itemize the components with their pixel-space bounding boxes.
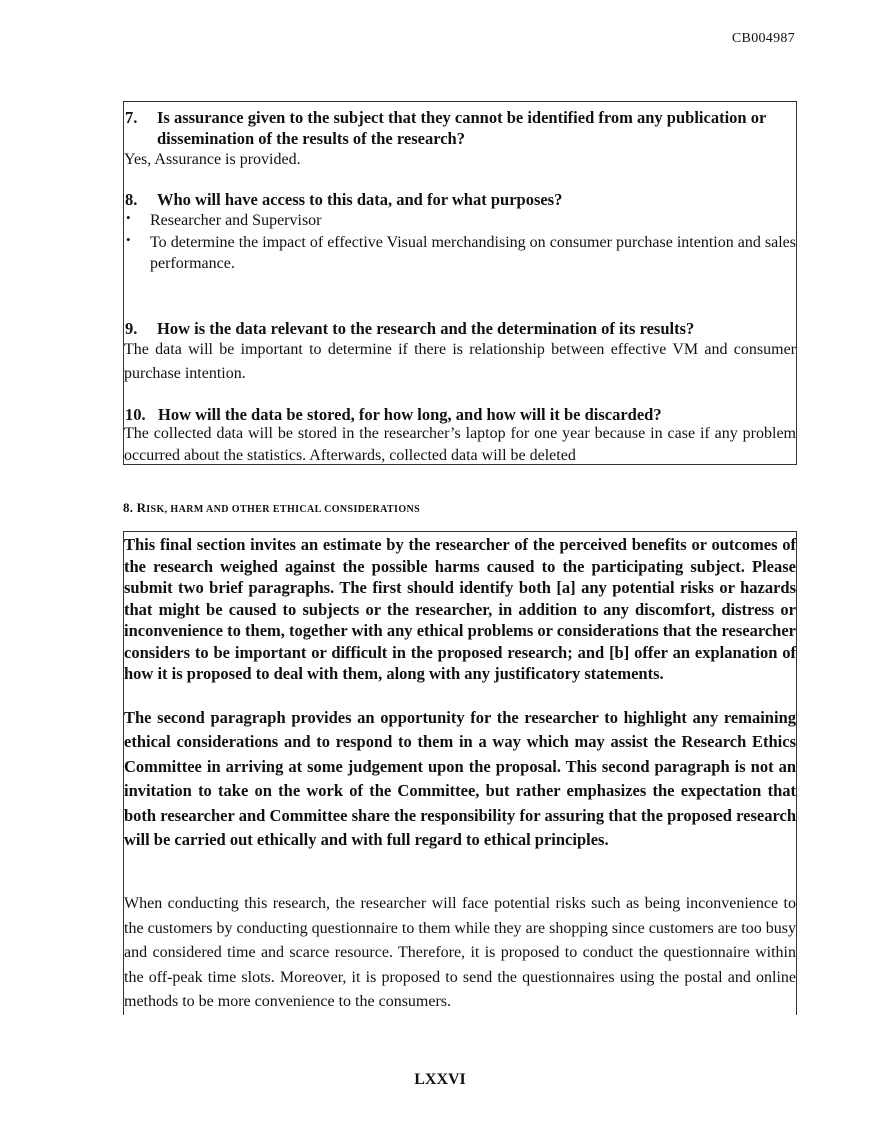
question-8 — [124, 189, 796, 210]
question-text: How will the data be stored, for how long, and how will it be discarded? — [158, 405, 662, 424]
document-id: CB004987 — [731, 31, 795, 46]
bullet-item — [124, 210, 796, 231]
bullet-icon: • — [126, 232, 131, 247]
question-number: 7. — [125, 108, 138, 127]
question-text: How is the data relevant to the research and the determination of its results? — [157, 319, 695, 338]
bullet-text: Researcher and Supervisor — [150, 212, 322, 229]
bullet-item — [124, 232, 796, 274]
question-number: 10. — [125, 405, 146, 424]
question-text: Who will have access to this data, and for what purposes? — [157, 190, 563, 209]
answer-10: The collected data will be stored in the researcher’s laptop for one year because in case if any problem occurred about the statistics. Afterwards, collected data will be deleted — [124, 425, 796, 464]
question-number: 8. — [125, 190, 138, 209]
question-number: 9. — [125, 319, 138, 338]
instruction-paragraph-2: The second paragraph provides an opportunity for the researcher to highlight any remaining ethical considerations and to respond to them in a way which may assist the Research Ethics Committee in arriving at some judgement upon the proposal. This second paragraph is not an invitation to take on the work of the Committee, but rather emphasizes the expectation that both researcher and Committee share the responsibility for assuring that the proposed research will be carried out ethically and with full regard to ethical principles. — [124, 708, 796, 850]
section-number: 8. — [123, 500, 134, 515]
section-title-initial: R — [136, 500, 147, 515]
question-text: Is assurance given to the subject that they cannot be identified from any publication or dissemination of the results of the research? — [157, 108, 766, 148]
section-title-rest: ISK, HARM AND OTHER ETHICAL CONSIDERATIONS — [146, 504, 421, 515]
answer-7: Yes, Assurance is provided. — [124, 151, 301, 168]
page-number: LXXVI — [414, 1071, 466, 1088]
answer-9: The data will be important to determine if there is relationship between effective VM and consumer purchase intention. — [124, 341, 796, 382]
ethics-box — [123, 531, 797, 1015]
bullet-text: To determine the impact of effective Visual merchandising on consumer purchase intention and sales performance. — [150, 234, 796, 272]
instruction-paragraph-1: This final section invites an estimate by the researcher of the perceived benefits or outcomes of the research weighed against the possible harms caused to the participating subject. Please submit two brief paragraphs. The first should identify both [a] any potential risks or hazards that might be caused to subjects or the researcher, in addition to any discomfort, distress or inconvenience to them, together with any ethical problems or considerations that the researcher considers to be important or difficult in the proposed research; and [b] offer an explanation of how it is proposed to deal with them, along with any justificatory statements. — [124, 535, 796, 683]
question-7 — [124, 107, 796, 149]
question-9 — [124, 318, 796, 339]
section-heading — [123, 500, 420, 516]
bullet-icon: • — [126, 210, 131, 225]
question-10 — [124, 404, 796, 425]
data-protection-box — [123, 101, 797, 465]
response-paragraph: When conducting this research, the researcher will face potential risks such as being inconvenience to the customers by conducting questionnaire to them while they are shopping since customers are too busy and considered time and scarce resource. Therefore, it is proposed to conduct the questionnaire within the off-peak time slots. Moreover, it is proposed to send the questionnaires using the postal and online methods to be more convenience to the consumers. — [124, 895, 796, 1011]
